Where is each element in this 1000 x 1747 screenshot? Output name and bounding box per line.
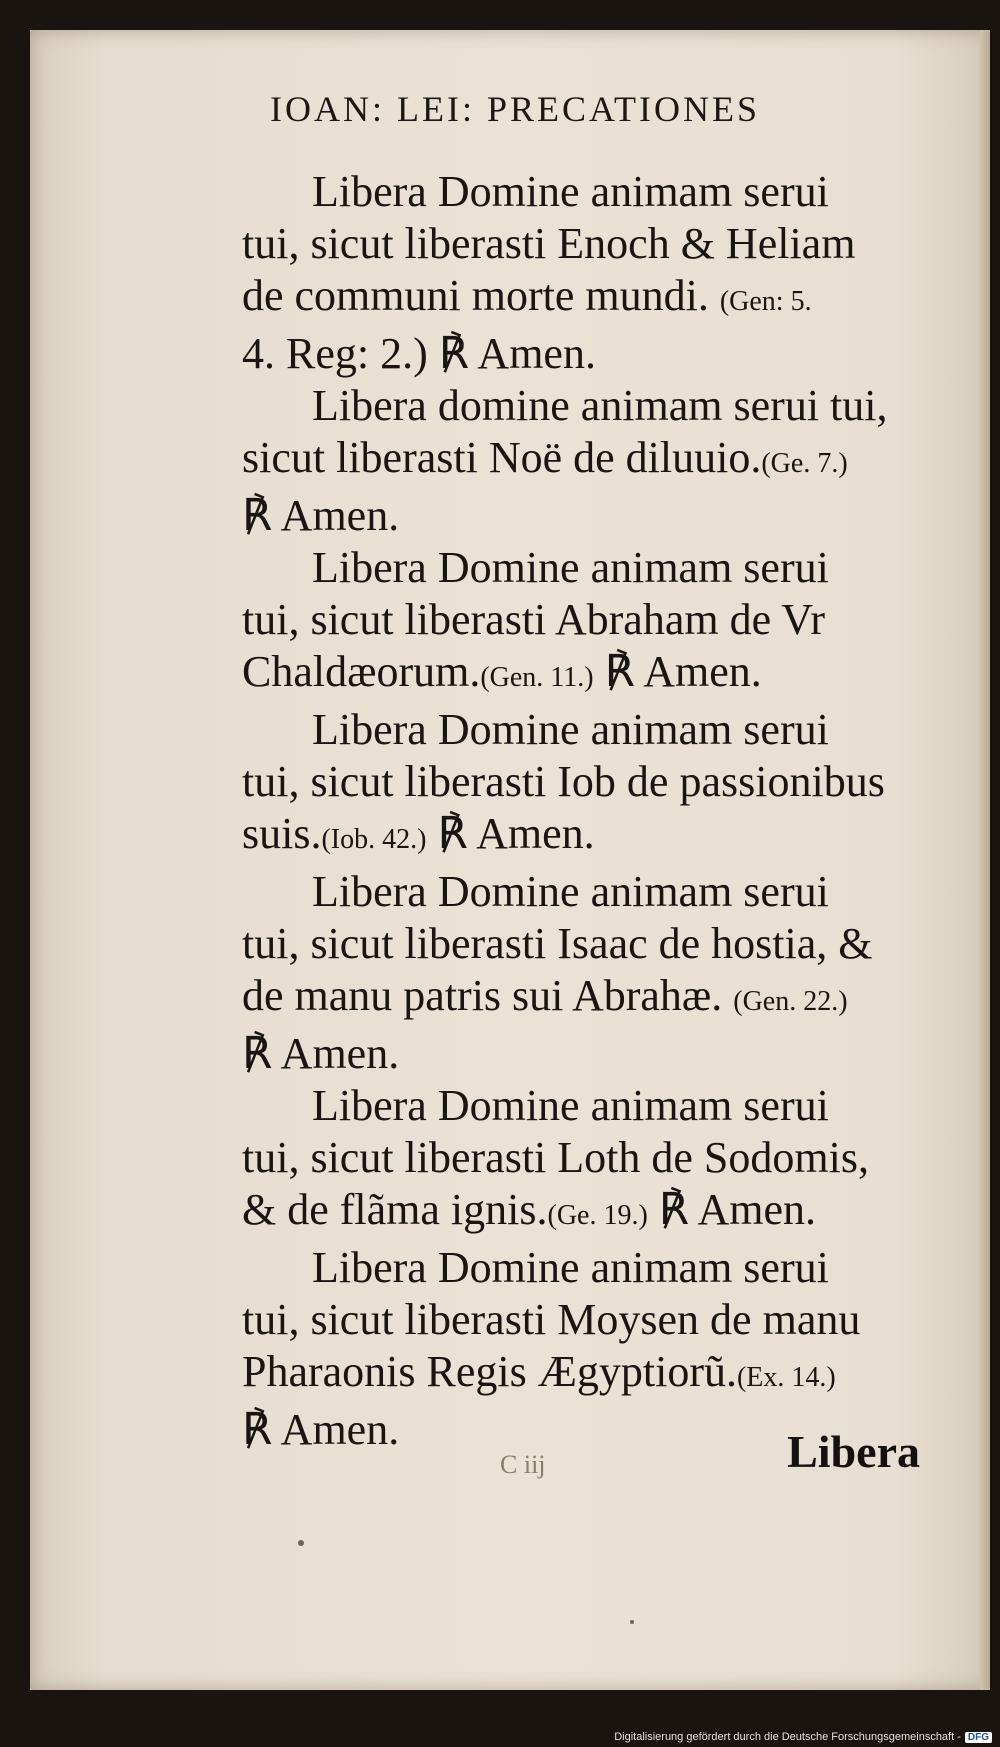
- text-line: Libera domine animam serui tui,: [312, 381, 888, 430]
- page-edge: [980, 30, 990, 1690]
- ink-speck: [630, 1620, 634, 1624]
- text-fragment: & de flãma ignis.: [242, 1185, 548, 1234]
- text-line: ℟ Amen.: [242, 1029, 400, 1078]
- text-fragment: suis.: [242, 809, 322, 858]
- prayer-text: [242, 166, 962, 1456]
- text-line: ℟ Amen.: [242, 1405, 400, 1454]
- prayer-paragraph: [242, 866, 962, 1080]
- book-page: [30, 30, 990, 1690]
- credit-text: Digitalisierung gefördert durch die Deutsche Forschungsgemeinschaft -: [614, 1731, 961, 1743]
- text-line: 4. Reg: 2.) ℟ Amen.: [242, 329, 596, 378]
- running-head: IOAN: LEI: PRECATIONES: [270, 89, 760, 129]
- catchword: Libera: [787, 1426, 920, 1477]
- text-fragment: ℟ Amen.: [647, 1185, 816, 1234]
- text-line: [242, 970, 962, 1028]
- text-line: Libera Domine animam serui: [312, 705, 829, 754]
- text-line: tui, sicut liberasti Isaac de hostia, &: [242, 919, 873, 968]
- scripture-reference: (Gen. 11.): [480, 662, 594, 693]
- text-line: tui, sicut liberasti Loth de Sodomis,: [242, 1133, 869, 1182]
- text-line: [242, 1184, 962, 1242]
- signature-mark: C iij: [500, 1450, 546, 1479]
- scripture-reference: (Gen. 22.): [733, 986, 848, 1017]
- text-line: tui, sicut liberasti Iob de passionibus: [242, 757, 885, 806]
- text-line: tui, sicut liberasti Abraham de Vr: [242, 595, 826, 644]
- scripture-reference: (Ge. 7.): [761, 448, 848, 479]
- text-line: Libera Domine animam serui: [312, 167, 829, 216]
- prayer-paragraph: [242, 1080, 962, 1242]
- prayer-paragraph: [242, 166, 962, 380]
- prayer-paragraph: [242, 380, 962, 542]
- scripture-reference: (Iob. 42.): [321, 824, 427, 855]
- prayer-paragraph: [242, 1242, 962, 1456]
- scripture-reference: (Gen: 5.: [719, 286, 812, 317]
- scripture-reference: (Ge. 19.): [547, 1200, 648, 1231]
- text-line: [242, 432, 962, 490]
- text-line: Libera Domine animam serui: [312, 867, 829, 916]
- text-fragment: ℟ Amen.: [593, 647, 762, 696]
- text-line: Libera Domine animam serui: [312, 1081, 829, 1130]
- ink-speck: [298, 1540, 304, 1546]
- text-fragment: de manu patris sui Abrahæ.: [242, 971, 723, 1020]
- text-line: tui, sicut liberasti Moysen de manu: [242, 1295, 861, 1344]
- text-fragment: ℟ Amen.: [426, 809, 595, 858]
- text-line: [242, 1346, 962, 1404]
- scripture-reference: (Ex. 14.): [736, 1362, 836, 1393]
- text-line: Libera Domine animam serui: [312, 1243, 829, 1292]
- text-fragment: de communi morte mundi.: [242, 271, 720, 320]
- digitization-credit: [614, 1731, 992, 1743]
- text-line: ℟ Amen.: [242, 491, 400, 540]
- text-line: [242, 270, 962, 328]
- prayer-paragraph: [242, 704, 962, 866]
- text-line: [242, 646, 962, 704]
- dfg-logo-icon: DFG: [965, 1732, 992, 1743]
- prayer-paragraph: [242, 542, 962, 704]
- text-line: tui, sicut liberasti Enoch & Heliam: [242, 219, 856, 268]
- text-line: Libera Domine animam serui: [312, 543, 829, 592]
- text-fragment: Pharaonis Regis Ægyptiorũ.: [242, 1347, 737, 1396]
- text-line: [242, 808, 962, 866]
- text-fragment: sicut liberasti Noë de diluuio.: [242, 433, 762, 482]
- text-fragment: Chaldæorum.: [242, 647, 481, 696]
